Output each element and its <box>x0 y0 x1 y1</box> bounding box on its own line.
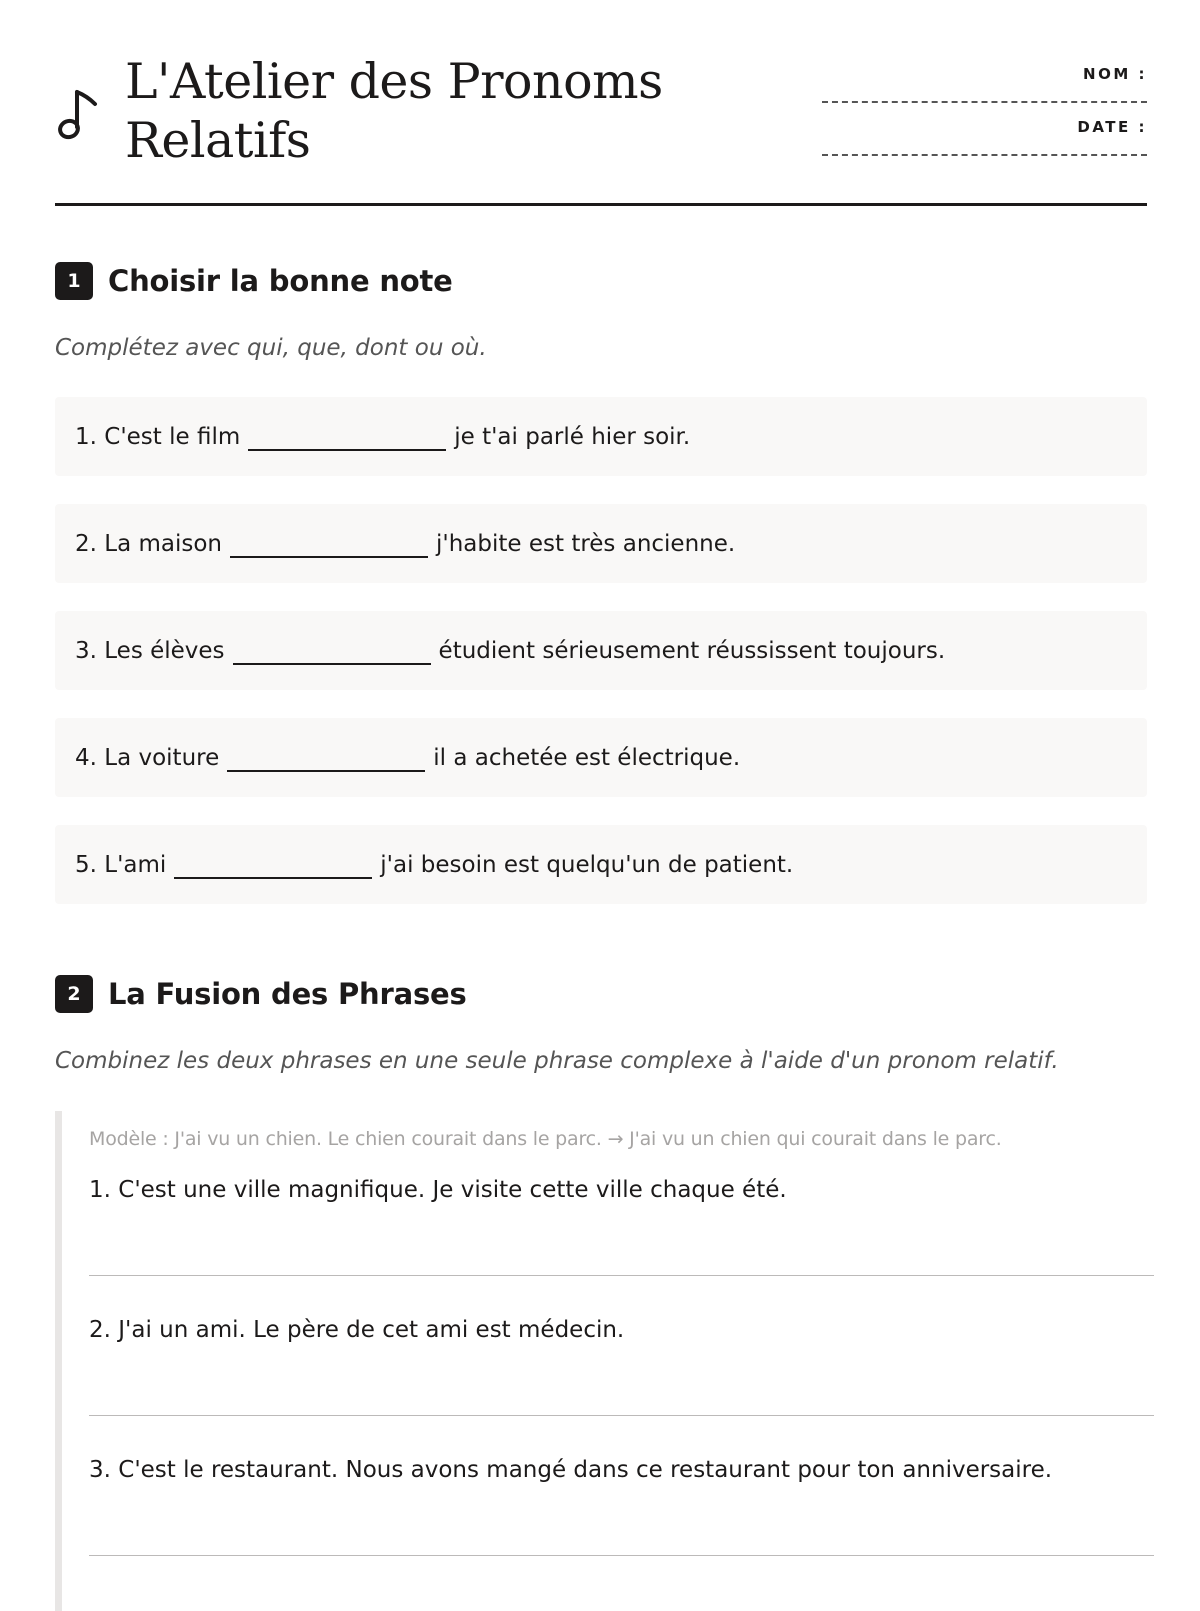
item-text-before: 5. L'ami <box>75 851 167 878</box>
fill-in-item <box>55 504 1147 583</box>
section-2-heading <box>55 975 467 1013</box>
answer-blank[interactable] <box>230 530 428 558</box>
date-write-line[interactable] <box>822 154 1147 156</box>
name-label: NOM : <box>1083 65 1147 83</box>
answer-line[interactable] <box>89 1555 1154 1556</box>
section-1-instruction: Complétez avec qui, que, dont ou où. <box>55 335 487 361</box>
fill-in-item <box>55 611 1147 690</box>
fill-in-item <box>55 718 1147 797</box>
item-text-after: j'habite est très ancienne. <box>436 530 736 557</box>
fusion-item-text: 2. J'ai un ami. Le père de cet ami est médecin. <box>89 1317 625 1343</box>
fill-in-item <box>55 825 1147 904</box>
fusion-item <box>89 1177 1154 1317</box>
title-line-2: Relatifs <box>125 112 311 169</box>
worksheet-page <box>55 0 1147 1483</box>
fusion-item <box>89 1317 1154 1457</box>
answer-blank[interactable] <box>233 637 431 665</box>
section-1-title: Choisir la bonne note <box>108 264 453 298</box>
item-text-after: je t'ai parlé hier soir. <box>454 423 691 450</box>
section-2-instruction: Combinez les deux phrases en une seule phrase complexe à l'aide d'un pronom relatif. <box>55 1048 1059 1074</box>
answer-blank[interactable] <box>248 423 446 451</box>
item-text-after: il a achetée est électrique. <box>433 744 741 771</box>
section-2-badge: 2 <box>55 975 93 1013</box>
answer-line[interactable] <box>89 1275 1154 1276</box>
answer-line[interactable] <box>89 1415 1154 1416</box>
date-label: DATE : <box>1077 118 1147 136</box>
fusion-item-text: 3. C'est le restaurant. Nous avons mangé dans ce restaurant pour ton anniversaire. <box>89 1457 1053 1483</box>
fusion-item <box>89 1457 1154 1597</box>
section-1-heading <box>55 262 453 300</box>
name-field[interactable] <box>822 65 1147 118</box>
item-text-before: 1. C'est le film <box>75 423 241 450</box>
item-text-after: étudient sérieusement réussissent toujours. <box>438 637 946 664</box>
model-example: Modèle : J'ai vu un chien. Le chien courait dans le parc. → J'ai vu un chien qui courait dans le parc. <box>89 1128 1002 1150</box>
answer-blank[interactable] <box>174 851 372 879</box>
date-field[interactable] <box>822 118 1147 171</box>
section-1-badge: 1 <box>55 262 93 300</box>
fill-in-list <box>55 397 1147 932</box>
item-text-before: 3. Les élèves <box>75 637 225 664</box>
worksheet-header <box>55 0 1147 206</box>
title-line-1: L'Atelier des Pronoms <box>125 53 663 110</box>
name-write-line[interactable] <box>822 101 1147 103</box>
item-text-before: 4. La voiture <box>75 744 220 771</box>
section-2-title: La Fusion des Phrases <box>108 977 467 1011</box>
answer-blank[interactable] <box>227 744 425 772</box>
item-text-before: 2. La maison <box>75 530 222 557</box>
fill-in-item <box>55 397 1147 476</box>
item-text-after: j'ai besoin est quelqu'un de patient. <box>380 851 794 878</box>
page-title <box>125 52 725 170</box>
sentence-fusion-box <box>55 1111 1154 1611</box>
music-note-icon <box>57 86 99 140</box>
fusion-item-text: 1. C'est une ville magnifique. Je visite cette ville chaque été. <box>89 1177 787 1203</box>
